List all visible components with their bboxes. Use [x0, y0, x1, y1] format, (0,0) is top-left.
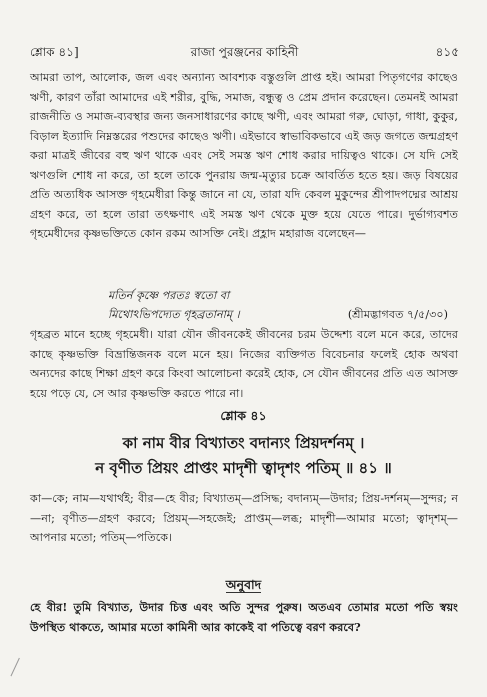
quote-line-1: মতির্ন কৃষ্ণে পরতঃ স্বতো বা	[108, 289, 230, 302]
page-mark	[10, 658, 32, 682]
purport-paragraph-2: গৃহব্রত মানে হচ্ছে গৃহমেধী। যারা যৌন জীবনকেই জীবনের চরম উদ্দেশ্য বলে মনে করে, তাদের কাছে কৃষ্ণভক্তি বিভ্রান্তিজনক বলে মনে হয়। নিজের ব্যক্তিগত বিবেচনার ফলেই হোক অথবা অন্যদের কাছে শিক্ষা গ্রহণ করে কিংবা আলোচনা করেই হোক, সে যৌন জীবনের প্রতি এত আসক্ত হয়ে পড়ে যে, সে আর কৃষ্ণভক্তি করতে পারে না।	[30, 328, 458, 400]
quote-line-2: মিথোঽভিপদ্যেত গৃহব্রতানাম্ ।	[108, 308, 240, 321]
scripture-quote	[108, 286, 468, 324]
word-synonyms: কা—কে; নাম—যথার্থই; বীর—হে বীর; বিখ্যাতম্—প্রসিদ্ধ; বদান্যম্—উদার; প্রিয়-দর্শনম্—সুন্দর; ন—না; বৃণীত—গ্রহণ করবে; প্রিয়ম্—সহজেই; প্রাপ্তম্—লব্ধ; মাদৃশী—আমার মতো; ত্বাদৃশম্—আপনার মতো; পতিম্—পতিকে।	[30, 492, 458, 544]
translation-heading	[0, 577, 487, 597]
running-header	[30, 44, 459, 60]
quote-reference: (শ্রীমদ্ভাগবত ৭/৫/৩০)	[347, 308, 448, 321]
verse-title: শ্লোক ৪১	[220, 408, 267, 423]
translation-heading-text: অনুবাদ	[225, 577, 262, 592]
purport-paragraph-1: আমরা তাপ, আলোক, জল এবং অন্যান্য আবশ্যক বস্তুগুলি প্রাপ্ত হই। আমরা পিতৃগণের কাছেও ঋণী, কারণ তাঁরা আমাদের এই শরীর, বুদ্ধি, সমাজ, বন্ধুত্ব ও প্রেম প্রদান করেছেন। তেমনই আমরা রাজনীতি ও সমাজ-ব্যবস্থার জন্য জনসাধারণের কাছে ঋণী, এবং আমরা গরু, ঘোড়া, গাধা, কুকুর, বিড়াল ইত্যাদি নিম্নস্তরের পশুদের কাছেও ঋণী। এইভাবে স্বাভাবিকভাবে এই জড় জগতে জন্মগ্রহণ করা মাত্রই জীবের বহু ঋণ থাকে এবং সেই সমস্ত ঋণ শোধ করার দায়িত্বও থাকে। সে যদি সেই ঋণগুলি শোধ না করে, তা হলে তাকে পুনরায় জন্ম-মৃত্যুর চক্রে আবর্তিত হতে হয়। জড় বিষয়ের প্রতি অত্যধিক আসক্ত গৃহমেধীরা কিন্তু জানে না যে, তারা যদি কেবল মুকুন্দের শ্রীপাদপদ্মের আশ্রয় গ্রহণ করে, তা হলে তারা তৎক্ষণাৎ এই সমস্ত ঋণ থেকে মুক্ত হয়ে যেতে পারে। দুর্ভাগ্যবশত গৃহমেধীদের কৃষ্ণভক্তিতে কোন রকম আসক্তি নেই। প্রহ্লাদ মহারাজ বলেছেন—	[30, 71, 458, 240]
header-verse-ref: শ্লোক ৪১]	[30, 45, 79, 59]
header-chapter-title: রাজা পুরঞ্জনের কাহিনী	[190, 45, 299, 59]
page-number: ৪১৫	[435, 45, 459, 59]
verse-line-2: ন বৃণীত প্রিয়ং প্রাপ্তং মাদৃশী ত্বাদৃশং পতিম্ ॥ ৪১ ॥	[95, 459, 392, 477]
verse-line-1: কা নাম বীর বিখ্যাতং বদান্যং প্রিয়দর্শনম্ ।	[122, 434, 365, 452]
translation-text: হে বীর! তুমি বিখ্যাত, উদার চিত্ত এবং অতি সুন্দর পুরুষ। অতএব তোমার মতো পতি স্বয়ং উপস্থিত থাকতে, আমার মতো কামিনী আর কাকেই বা পতিত্বে বরণ করবে?	[30, 600, 458, 634]
